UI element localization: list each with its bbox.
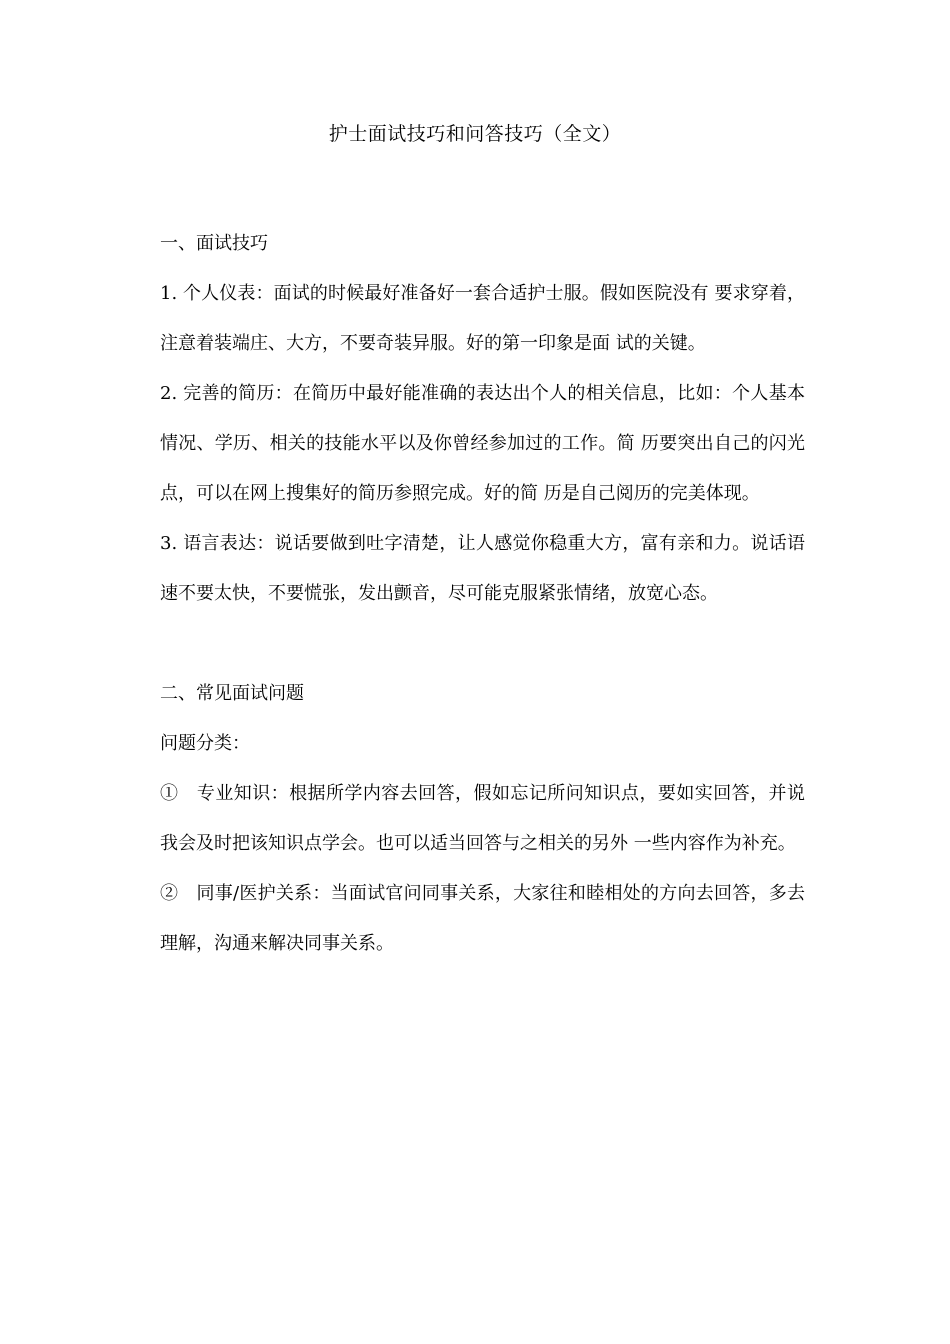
document-title: 护士面试技巧和问答技巧（全文） (328, 123, 622, 145)
tip-resume: 2. 完善的简历：在简历中最好能准确的表达出个人的相关信息，比如：个人基本情况、学历、相关的技能水平以及你曾经参加过的工作。简 历要突出自己的闪光点，可以在网上搜集好的简历参照完成。好的简 历是自己阅历的完美体现。 (160, 383, 805, 504)
question-professional-knowledge: ① 专业知识：根据所学内容去回答，假如忘记所问知识点，要如实回答，并说我会及时把该知识点学会。也可以适当回答与之相关的另外 一些内容作为补充。 (160, 783, 805, 854)
question-colleague-relations: ② 同事/医护关系：当面试官问同事关系，大家往和睦相处的方向去回答，多去理解，沟通来解决同事关系。 (160, 883, 805, 954)
section-heading-common-questions: 二、常见面试问题 (160, 683, 304, 704)
tip-speech: 3. 语言表达：说话要做到吐字清楚，让人感觉你稳重大方，富有亲和力。说话语速不要太快，不要慌张，发出颤音，尽可能克服紧张情绪，放宽心态。 (160, 533, 805, 604)
tip-appearance: 1. 个人仪表：面试的时候最好准备好一套合适护士服。假如医院没有 要求穿着，注意着装端庄、大方，不要奇装异服。好的第一印象是面 试的关键。 (160, 283, 805, 354)
section-spacer (160, 619, 805, 669)
section-heading-interview-tips: 一、面试技巧 (160, 233, 268, 254)
document-body (160, 219, 805, 969)
question-category-label: 问题分类： (160, 733, 250, 754)
